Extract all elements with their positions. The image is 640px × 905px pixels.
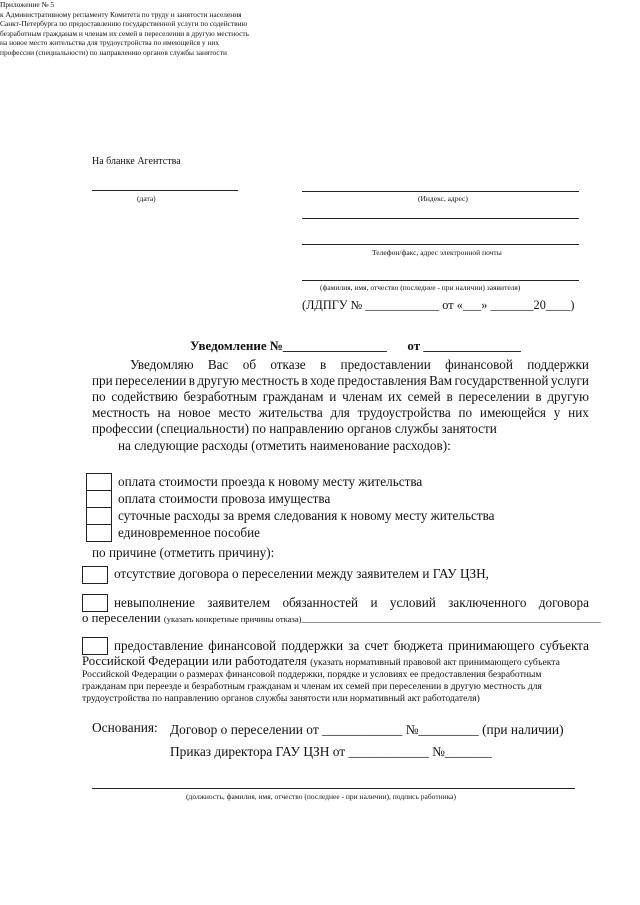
basis-order: Приказ директора ГАУ ЦЗН от ____________ №_______ xyxy=(170,744,492,759)
word: для xyxy=(330,405,350,420)
date-label: (дата) xyxy=(137,194,156,203)
phone-label: Телефон/факс, адрес электронной почты xyxy=(372,248,502,257)
word: отказе xyxy=(270,357,306,372)
appendix-line: Санкт-Петербурга по предоставлению государственной услуги по содействию xyxy=(0,19,248,28)
expense-label-2: оплата стоимости провоза имущества xyxy=(118,491,331,506)
word: гражданам xyxy=(262,389,324,404)
word: финансовой xyxy=(208,638,277,653)
signature-label: (должность, фамилия, имя, отчество (последнее - при наличии), подпись работника) xyxy=(186,792,456,801)
reason-label-3-line-2 xyxy=(82,654,560,669)
word: ходе xyxy=(310,373,336,388)
word: поддержки xyxy=(527,357,589,372)
intro-line-5: профессии (специальности) по направлению органов службы занятости xyxy=(92,421,497,436)
word: принимающего xyxy=(448,638,535,653)
appendix-header xyxy=(0,0,640,57)
word: в xyxy=(319,357,327,372)
appendix-line: Приложение № 5 xyxy=(0,0,55,9)
expenses-intro: на следующие расходы (отметить наименование расходов): xyxy=(118,438,451,453)
word: их xyxy=(388,389,402,404)
intro-paragraph xyxy=(92,357,589,437)
word: и xyxy=(370,595,378,610)
reason-label-1: отсутствие договора о переселении между заявителем и ГАУ ЦЗН, xyxy=(114,566,489,581)
word: в xyxy=(301,373,308,388)
signature-line xyxy=(92,788,575,789)
word: другую xyxy=(547,389,589,404)
word: трудоустройства xyxy=(357,405,451,420)
reason-2-blank: _______________________________________________________________ xyxy=(301,615,601,625)
word: у xyxy=(553,405,561,420)
word: безработным xyxy=(183,389,257,404)
reason-3-hint-line: трудоустройства по направлению органов службы занятости или нормативный акт работодателя) xyxy=(82,693,480,704)
reason-3-hint-line: гражданам при переезде и безработным гражданам и членам их семей при переселении в другую местность для xyxy=(82,681,542,692)
word: предоставления xyxy=(337,373,427,388)
reason-2-text: о переселении xyxy=(82,611,161,625)
appendix-line: на новое место жительства для трудоустройства по имеющейся у них xyxy=(0,38,220,47)
word: Вас xyxy=(207,357,229,372)
ldpgu-reference: (ЛДПГУ № ____________ от «___» _______20____) xyxy=(302,298,575,312)
word: поддержки xyxy=(281,638,344,653)
reason-3-hint-continued xyxy=(82,669,542,705)
reason-label-2-line-2 xyxy=(82,611,601,626)
appendix-line: безработным гражданам и членам их семей в переселении в другую местность xyxy=(0,28,249,38)
word: Вам xyxy=(429,373,453,388)
word: них xyxy=(568,405,589,420)
address-line xyxy=(302,191,579,192)
word: место xyxy=(218,405,252,420)
reason-2-hint: (указать конкретные причины отказа) xyxy=(163,614,302,624)
expense-checkbox-1[interactable] xyxy=(86,473,112,491)
reason-checkbox-2[interactable] xyxy=(82,594,108,612)
expense-label-1: оплата стоимости проезда к новому месту жительства xyxy=(118,474,423,489)
word: невыполнение xyxy=(114,595,195,610)
address-label: (Индекс, адрес) xyxy=(418,194,468,203)
word: на xyxy=(157,405,171,420)
basis-label: Основания: xyxy=(92,720,158,735)
word: содействию xyxy=(111,389,178,404)
word: обязанностей xyxy=(282,595,359,610)
letterhead-note: На бланке Агентства xyxy=(92,156,181,167)
word: условий xyxy=(389,595,436,610)
reason-3-hint-line: Российской Федерации о размерах финансовой поддержки, порядке и условиях ее предоставления безработным xyxy=(82,669,542,680)
word: по xyxy=(92,389,106,404)
word: заявителем xyxy=(207,595,271,610)
intro-line-4 xyxy=(92,405,589,421)
word: по xyxy=(458,405,473,420)
word: бюджета xyxy=(393,638,443,653)
word: переселении xyxy=(115,373,187,388)
name-label: (фамилия, имя, отчество (последнее - при наличии) заявителя) xyxy=(320,283,521,292)
reason-3-text: Российской Федерации или работодателя xyxy=(82,654,307,668)
address-line-2 xyxy=(302,218,579,219)
title-date-blank: _______________ xyxy=(423,338,521,353)
word: финансовой xyxy=(445,357,513,372)
word: при xyxy=(92,373,113,388)
word: об xyxy=(242,357,257,372)
intro-line-2 xyxy=(92,373,589,389)
reason-label-2-line-1 xyxy=(114,595,589,611)
word: местность xyxy=(241,373,300,388)
title-from: от xyxy=(407,338,421,353)
word: имеющейся xyxy=(479,405,546,420)
intro-line-1 xyxy=(92,357,589,373)
intro-line-3 xyxy=(92,389,589,405)
word: услуги xyxy=(550,373,589,388)
title-number-blank: ________________ xyxy=(282,338,387,353)
reasons-intro: по причине (отметить причину): xyxy=(92,545,275,560)
word: членам xyxy=(342,389,383,404)
basis-contract: Договор о переселении от ____________ №_________ (при наличии) xyxy=(170,722,564,737)
expense-label-3: суточные расходы за время следования к новому месту жительства xyxy=(118,508,495,523)
word: предоставлении xyxy=(340,357,431,372)
name-line xyxy=(302,280,579,281)
word: договора xyxy=(538,595,589,610)
word: переселении xyxy=(458,389,530,404)
word: в xyxy=(446,389,453,404)
appendix-line: профессии (специальности) по направлению органов службы занятости xyxy=(0,47,227,57)
word: за xyxy=(348,638,360,653)
reason-label-3-line-1 xyxy=(114,638,589,654)
word: и xyxy=(329,389,337,404)
expense-checkbox-3[interactable] xyxy=(86,507,112,525)
date-line xyxy=(92,190,238,191)
word: Уведомляю xyxy=(130,357,194,372)
phone-line xyxy=(302,244,579,245)
reason-checkbox-3[interactable] xyxy=(82,637,108,655)
expense-checkbox-4[interactable] xyxy=(86,524,112,542)
expense-label-4: единовременное пособие xyxy=(118,525,261,540)
word: государственной xyxy=(454,373,549,388)
word: новое xyxy=(178,405,211,420)
word: другую xyxy=(197,373,239,388)
word: субъекта xyxy=(539,638,589,653)
title-text: Уведомление № xyxy=(190,338,283,353)
word: семей xyxy=(407,389,441,404)
expense-checkbox-2[interactable] xyxy=(86,490,112,508)
word: в xyxy=(188,373,195,388)
word: заключенного xyxy=(448,595,527,610)
word: жительства xyxy=(258,405,323,420)
document-title xyxy=(190,338,521,354)
word: предоставление xyxy=(114,638,204,653)
word: счет xyxy=(364,638,389,653)
appendix-line: к Административному регламенту Комитета по труду и занятости населения xyxy=(0,9,242,19)
word: в xyxy=(535,389,542,404)
reason-checkbox-1[interactable] xyxy=(82,566,108,584)
word: местность xyxy=(92,405,150,420)
reason-3-hint: (указать нормативный правовой акт принимающего субъекта xyxy=(310,657,560,668)
